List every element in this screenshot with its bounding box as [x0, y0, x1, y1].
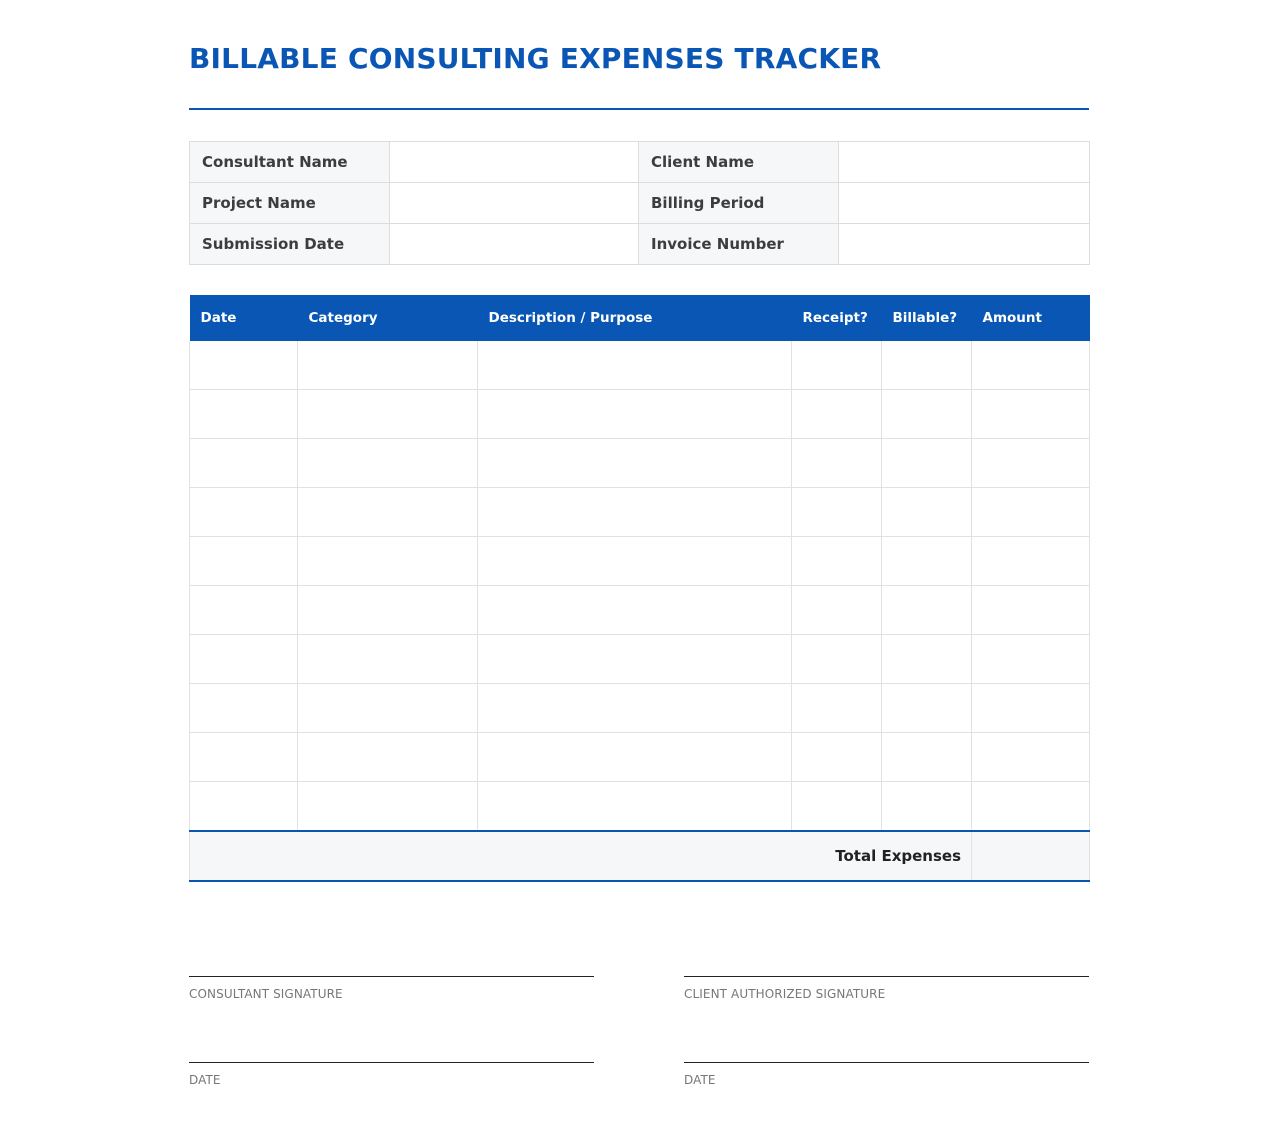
date-cell[interactable]	[190, 439, 298, 488]
column-header-amount: Amount	[972, 295, 1090, 341]
description-cell[interactable]	[478, 439, 792, 488]
column-header-receipt: Receipt?	[792, 295, 882, 341]
billable-cell[interactable]	[882, 782, 972, 832]
category-cell[interactable]	[298, 488, 478, 537]
table-row	[190, 635, 1090, 684]
description-cell[interactable]	[478, 537, 792, 586]
expense-header-row	[190, 295, 1090, 341]
consultant-name-field[interactable]	[390, 142, 639, 183]
billable-cell[interactable]	[882, 733, 972, 782]
total-row	[190, 831, 1090, 881]
table-row	[190, 488, 1090, 537]
client-signature-block	[684, 976, 1089, 1001]
billable-cell[interactable]	[882, 488, 972, 537]
billable-cell[interactable]	[882, 684, 972, 733]
table-row	[190, 537, 1090, 586]
billable-cell[interactable]	[882, 390, 972, 439]
amount-cell[interactable]	[972, 488, 1090, 537]
amount-cell[interactable]	[972, 341, 1090, 390]
consultant-name-label: Consultant Name	[190, 142, 390, 183]
total-expenses-value[interactable]	[972, 831, 1090, 881]
category-cell[interactable]	[298, 586, 478, 635]
receipt-cell[interactable]	[792, 635, 882, 684]
consultant-signature-label: CONSULTANT SIGNATURE	[189, 987, 343, 1001]
table-row	[190, 684, 1090, 733]
submission-date-label: Submission Date	[190, 224, 390, 265]
total-expenses-label: Total Expenses	[190, 831, 972, 881]
receipt-cell[interactable]	[792, 390, 882, 439]
consultant-signature-block	[189, 976, 594, 1001]
client-date-label: DATE	[684, 1073, 716, 1087]
consultant-date-line[interactable]	[189, 1062, 594, 1063]
receipt-cell[interactable]	[792, 341, 882, 390]
column-header-description: Description / Purpose	[478, 295, 792, 341]
consultant-signature-line[interactable]	[189, 976, 594, 977]
amount-cell[interactable]	[972, 782, 1090, 832]
invoice-number-label: Invoice Number	[639, 224, 839, 265]
column-header-date: Date	[190, 295, 298, 341]
info-row	[190, 142, 1090, 183]
receipt-cell[interactable]	[792, 586, 882, 635]
page-title: BILLABLE CONSULTING EXPENSES TRACKER	[189, 42, 882, 75]
billing-period-label: Billing Period	[639, 183, 839, 224]
info-table	[189, 141, 1090, 265]
client-signature-line[interactable]	[684, 976, 1089, 977]
date-cell[interactable]	[190, 733, 298, 782]
category-cell[interactable]	[298, 684, 478, 733]
date-cell[interactable]	[190, 586, 298, 635]
description-cell[interactable]	[478, 782, 792, 832]
receipt-cell[interactable]	[792, 684, 882, 733]
category-cell[interactable]	[298, 635, 478, 684]
invoice-number-field[interactable]	[839, 224, 1090, 265]
consultant-date-block	[189, 1062, 594, 1087]
category-cell[interactable]	[298, 782, 478, 832]
info-row	[190, 183, 1090, 224]
receipt-cell[interactable]	[792, 488, 882, 537]
description-cell[interactable]	[478, 586, 792, 635]
table-row	[190, 586, 1090, 635]
date-cell[interactable]	[190, 341, 298, 390]
description-cell[interactable]	[478, 488, 792, 537]
date-cell[interactable]	[190, 684, 298, 733]
expense-rows	[190, 341, 1090, 831]
project-name-field[interactable]	[390, 183, 639, 224]
consultant-date-label: DATE	[189, 1073, 221, 1087]
billable-cell[interactable]	[882, 439, 972, 488]
amount-cell[interactable]	[972, 439, 1090, 488]
amount-cell[interactable]	[972, 537, 1090, 586]
project-name-label: Project Name	[190, 183, 390, 224]
table-row	[190, 782, 1090, 832]
table-row	[190, 341, 1090, 390]
info-row	[190, 224, 1090, 265]
amount-cell[interactable]	[972, 635, 1090, 684]
date-cell[interactable]	[190, 635, 298, 684]
billable-cell[interactable]	[882, 586, 972, 635]
amount-cell[interactable]	[972, 390, 1090, 439]
receipt-cell[interactable]	[792, 782, 882, 832]
date-cell[interactable]	[190, 782, 298, 832]
description-cell[interactable]	[478, 684, 792, 733]
description-cell[interactable]	[478, 635, 792, 684]
table-row	[190, 390, 1090, 439]
billable-cell[interactable]	[882, 635, 972, 684]
receipt-cell[interactable]	[792, 537, 882, 586]
client-name-field[interactable]	[839, 142, 1090, 183]
client-signature-label: CLIENT AUTHORIZED SIGNATURE	[684, 987, 886, 1001]
receipt-cell[interactable]	[792, 439, 882, 488]
category-cell[interactable]	[298, 733, 478, 782]
submission-date-field[interactable]	[390, 224, 639, 265]
date-cell[interactable]	[190, 537, 298, 586]
category-cell[interactable]	[298, 341, 478, 390]
billable-cell[interactable]	[882, 341, 972, 390]
client-date-block	[684, 1062, 1089, 1087]
description-cell[interactable]	[478, 341, 792, 390]
column-header-category: Category	[298, 295, 478, 341]
billing-period-field[interactable]	[839, 183, 1090, 224]
billable-cell[interactable]	[882, 537, 972, 586]
date-cell[interactable]	[190, 488, 298, 537]
amount-cell[interactable]	[972, 586, 1090, 635]
description-cell[interactable]	[478, 390, 792, 439]
table-row	[190, 439, 1090, 488]
title-divider	[189, 108, 1089, 110]
date-cell[interactable]	[190, 390, 298, 439]
description-cell[interactable]	[478, 733, 792, 782]
client-name-label: Client Name	[639, 142, 839, 183]
category-cell[interactable]	[298, 390, 478, 439]
table-row	[190, 733, 1090, 782]
amount-cell[interactable]	[972, 684, 1090, 733]
amount-cell[interactable]	[972, 733, 1090, 782]
receipt-cell[interactable]	[792, 733, 882, 782]
expense-table	[189, 295, 1090, 882]
category-cell[interactable]	[298, 537, 478, 586]
client-date-line[interactable]	[684, 1062, 1089, 1063]
category-cell[interactable]	[298, 439, 478, 488]
column-header-billable: Billable?	[882, 295, 972, 341]
